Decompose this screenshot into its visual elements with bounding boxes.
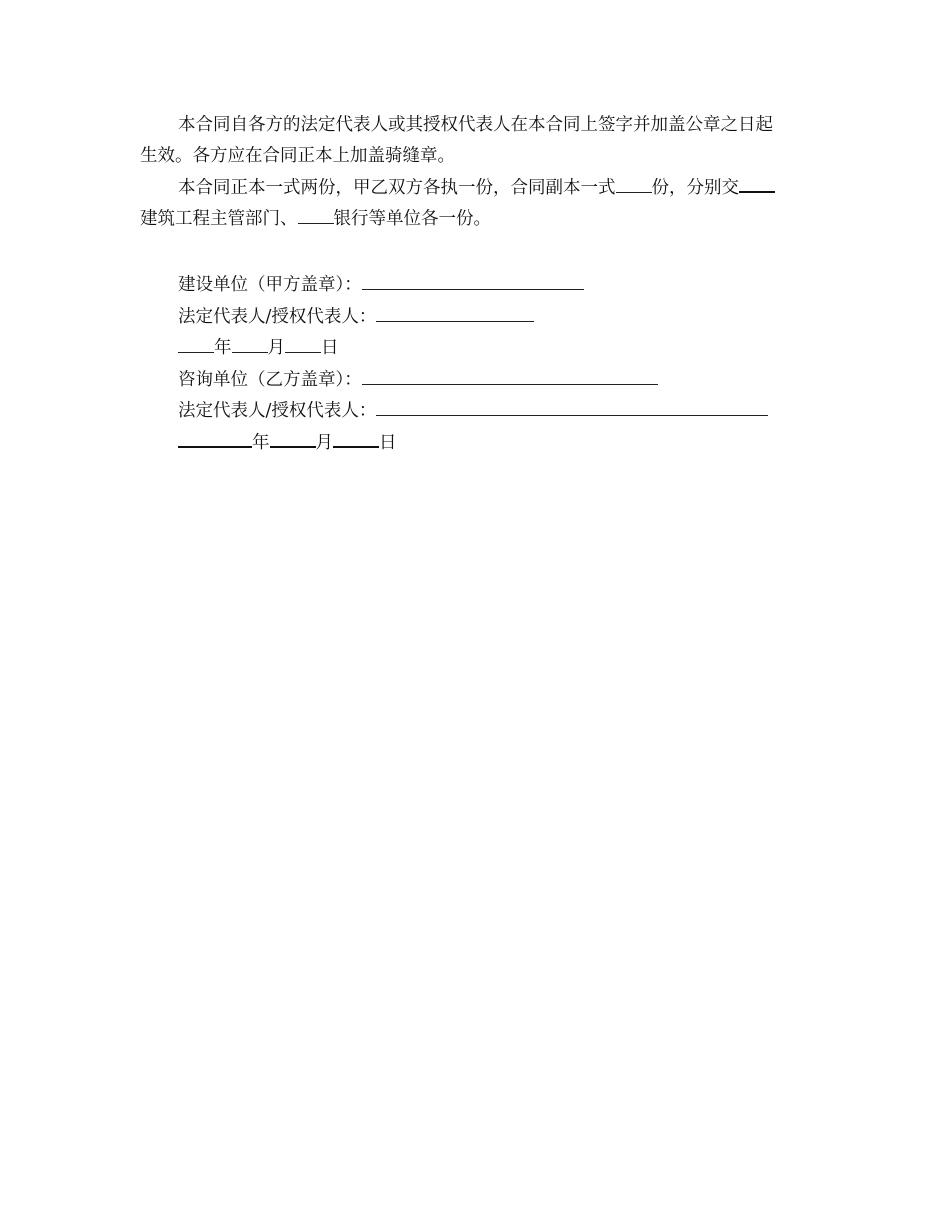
copies-clause-text-d: 银行等单位各一份。 [333,209,491,229]
paragraph-line [140,110,820,141]
party-b-rep-label: 法定代表人/授权代表人： [178,401,377,421]
party-a-month-label: 月 [267,338,285,358]
party-a-rep-blank[interactable] [376,303,534,322]
party-b-day-blank[interactable] [333,428,379,448]
paragraph-line [140,204,820,235]
paragraph-line [140,141,820,172]
party-a-label: 建设单位（甲方盖章）： [178,275,362,295]
party-a-rep-row [178,302,534,333]
effective-clause-line-2: 生效。各方应在合同正本上加盖骑缝章。 [140,146,455,166]
party-b-year-label: 年 [252,433,270,453]
party-a-year-label: 年 [214,338,232,358]
copies-count-blank[interactable] [616,174,652,193]
party-a-year-blank[interactable] [178,334,214,353]
copies-clause-text-a: 本合同正本一式两份，甲乙双方各执一份，合同副本一式 [178,178,616,198]
party-b-label: 咨询单位（乙方盖章）： [178,370,362,390]
party-b-month-blank[interactable] [270,428,316,448]
party-b-day-label: 日 [379,433,397,453]
recipient-blank[interactable] [739,173,775,193]
party-b-rep-blank[interactable] [376,397,768,416]
party-a-day-label: 日 [321,338,339,358]
effective-clause-paragraph [140,110,820,172]
bank-name-blank[interactable] [298,205,334,224]
party-a-rep-label: 法定代表人/授权代表人： [178,307,377,327]
party-a-day-blank[interactable] [285,334,321,353]
copies-clause-text-b: 份，分别交 [651,178,739,198]
party-b-month-label: 月 [315,433,333,453]
copies-clause-paragraph [140,173,820,235]
party-a-seal-row [178,270,584,301]
party-b-year-blank[interactable] [178,428,252,448]
party-b-seal-blank[interactable] [362,366,658,385]
party-a-seal-blank[interactable] [362,271,584,290]
copies-clause-text-c: 建筑工程主管部门、 [140,209,298,229]
paragraph-line [140,173,820,204]
effective-clause-line-1: 本合同自各方的法定代表人或其授权代表人在本合同上签字并加盖公章之日起 [178,115,773,135]
party-a-month-blank[interactable] [232,334,268,353]
party-b-seal-row [178,365,658,396]
party-b-rep-row [178,396,768,427]
party-b-date-row [178,428,397,459]
party-a-date-row [178,333,339,364]
